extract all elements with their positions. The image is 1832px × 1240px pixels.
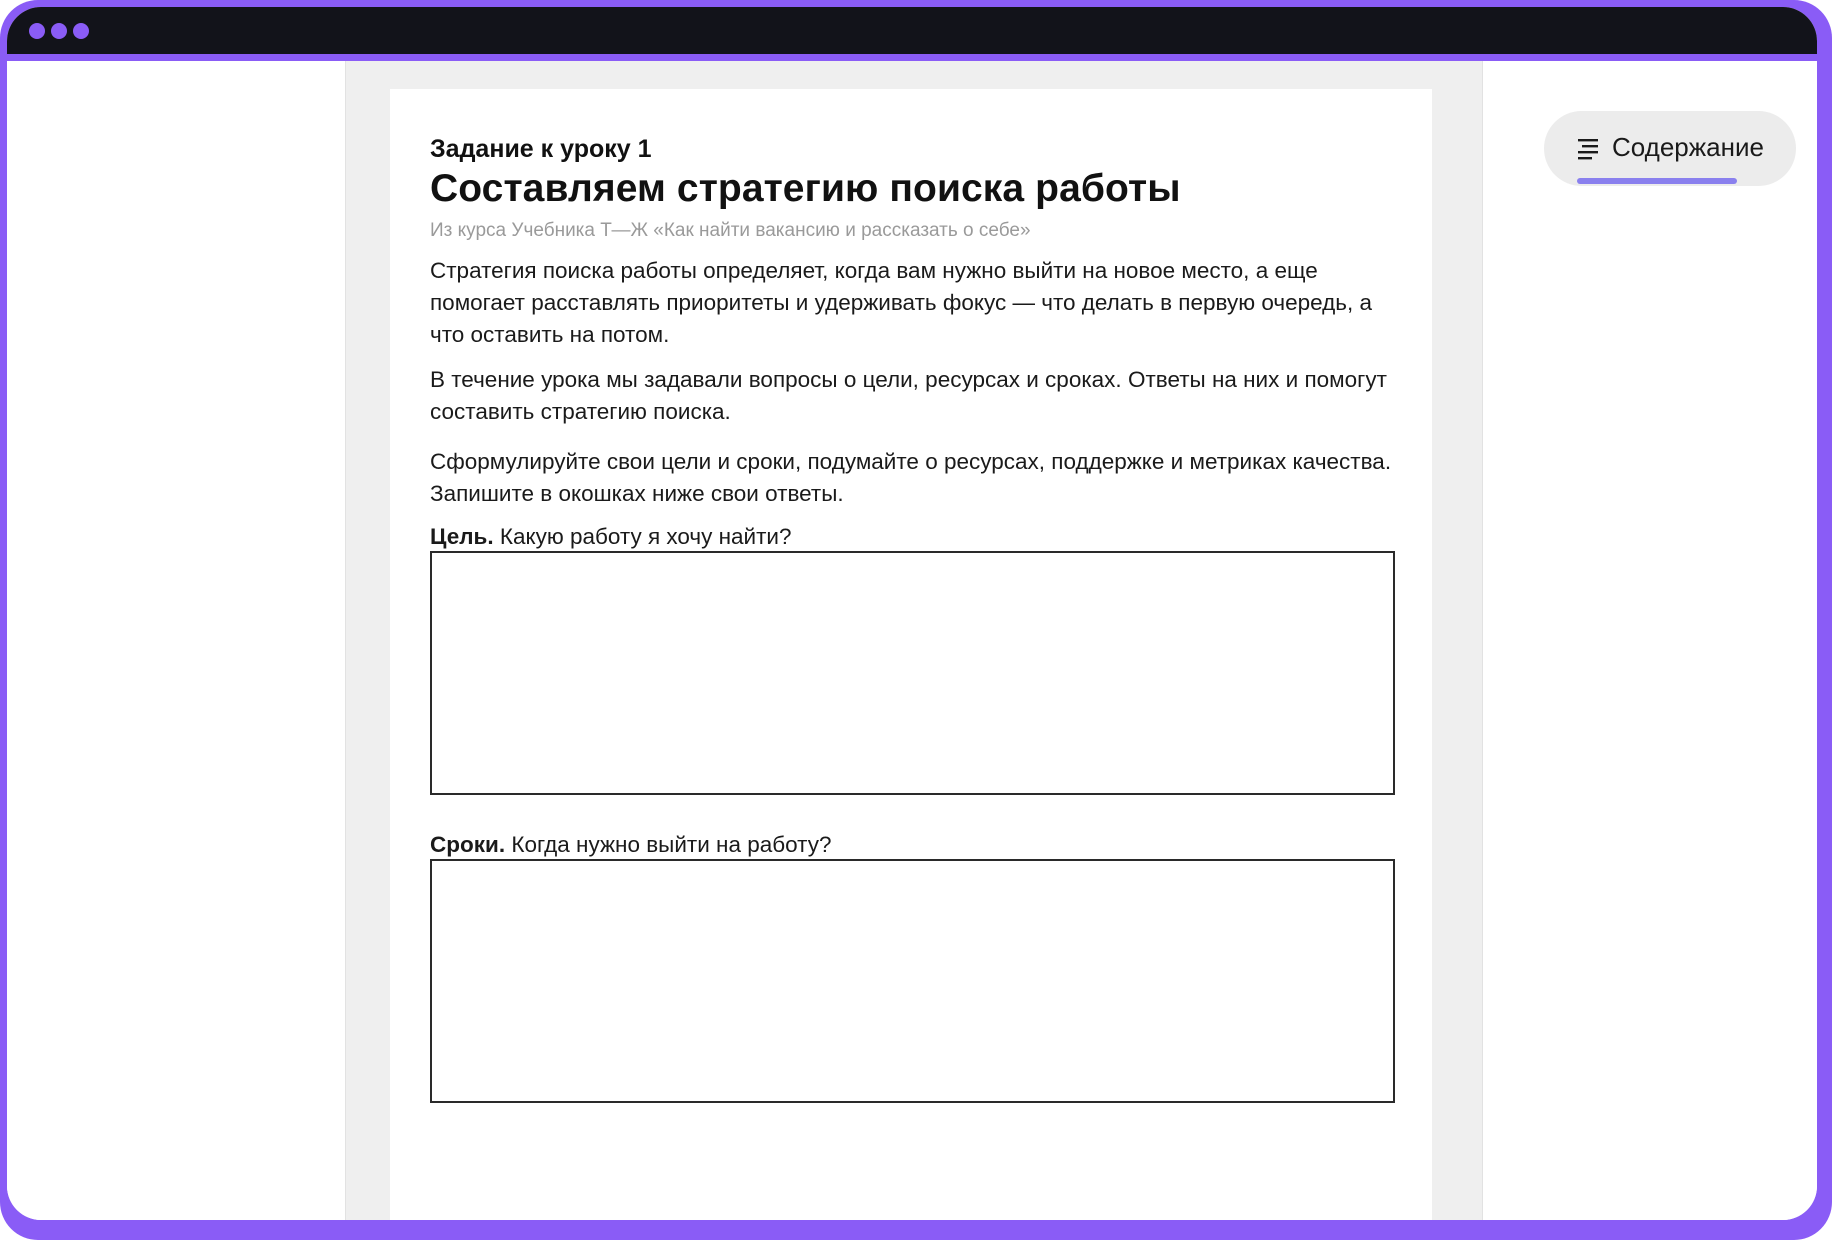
deadline-answer-field[interactable] (430, 859, 1395, 1103)
toc-label: Содержание (1612, 132, 1764, 162)
document-page (390, 89, 1432, 1220)
paragraph: Сформулируйте свои цели и сроки, подумайте о ресурсах, поддержке и метриках качества. Запишите в окошках ниже свои ответы. (430, 449, 1392, 506)
app-content (7, 61, 1817, 1220)
window-dot-icon[interactable] (51, 23, 67, 39)
toc-scroll-indicator (1577, 178, 1737, 184)
deadline-label-text: Когда нужно выйти на работу? (505, 832, 832, 857)
course-subtitle: Из курса Учебника Т—Ж «Как найти вакансию и рассказать о себе» (430, 220, 1031, 241)
deadline-label-bold: Сроки. (430, 832, 506, 857)
document-viewer[interactable] (345, 61, 1483, 1220)
browser-window (7, 7, 1817, 1220)
window-dot-icon[interactable] (73, 23, 89, 39)
window-dot-icon[interactable] (29, 23, 45, 39)
goal-field-label (430, 524, 792, 550)
title-bar (7, 7, 1817, 54)
list-icon (1578, 138, 1602, 160)
deadline-field-label (430, 832, 832, 858)
page-title: Составляем стратегию поиска работы (430, 167, 1181, 210)
title-bar-divider (7, 54, 1817, 61)
goal-label-bold: Цель. (430, 524, 494, 549)
goal-answer-field[interactable] (430, 551, 1395, 795)
goal-label-text: Какую работу я хочу найти? (493, 524, 792, 549)
paragraph: В течение урока мы задавали вопросы о цели, ресурсах и сроках. Ответы на них и помогут составить стратегию поиска. (430, 367, 1387, 424)
lesson-kicker: Задание к уроку 1 (430, 135, 652, 163)
toc-button[interactable] (1544, 111, 1796, 186)
paragraph: Стратегия поиска работы определяет, когда вам нужно выйти на новое место, а еще помогает расставлять приоритеты и удерживать фокус — что делать в первую очередь, а что оставить на потом. (430, 258, 1372, 347)
